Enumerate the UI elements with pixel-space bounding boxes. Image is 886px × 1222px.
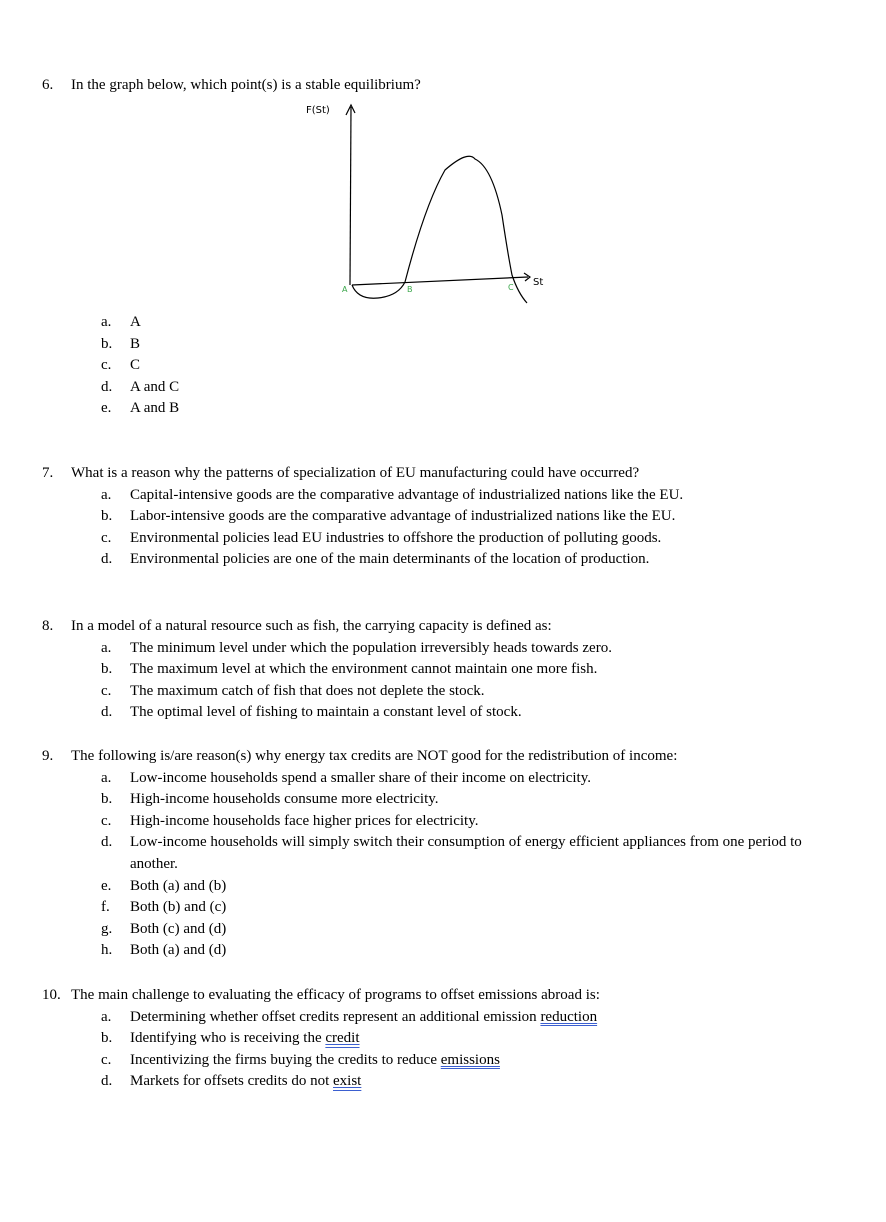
option-text: The optimal level of fishing to maintain a constant level of stock.: [130, 704, 522, 721]
spellcheck-underlined-word[interactable]: emissions: [440, 1051, 500, 1068]
question-6-options: [0, 312, 886, 420]
point-a-label: A: [342, 285, 348, 294]
option-text: Identifying who is receiving the: [130, 1030, 326, 1047]
option[interactable]: [0, 506, 886, 528]
option-letter: c.: [101, 357, 112, 374]
option[interactable]: [0, 334, 886, 356]
x-axis: [352, 277, 528, 285]
question-number: 10.: [42, 987, 61, 1003]
question-text: In the graph below, which point(s) is a stable equilibrium?: [71, 77, 421, 93]
option-text: A and C: [130, 378, 180, 395]
option[interactable]: [0, 768, 886, 790]
option[interactable]: [0, 528, 886, 550]
option-text: C: [130, 357, 141, 374]
spellcheck-underlined-word[interactable]: reduction: [540, 1008, 598, 1025]
spellcheck-underlined-word[interactable]: credit: [325, 1030, 360, 1047]
option[interactable]: [0, 897, 886, 919]
option-letter: d.: [101, 704, 113, 721]
question-number: 6.: [42, 77, 54, 93]
option-letter: c.: [101, 682, 112, 699]
question-text: The main challenge to evaluating the efficacy of programs to offset emissions abroad is:: [71, 987, 600, 1003]
question-text: The following is/are reason(s) why energy tax credits are NOT good for the redistribution of income:: [71, 748, 678, 764]
x-axis-label: St: [533, 277, 544, 288]
question-number: 8.: [42, 618, 54, 634]
option[interactable]: [0, 919, 886, 941]
option[interactable]: [0, 681, 886, 703]
question-9: [0, 746, 886, 962]
option-text: Determining whether offset credits represent an additional emission: [130, 1008, 541, 1025]
option-text: Low-income households will simply switch their consumption of energy efficient appliances from one period to: [130, 834, 802, 851]
question-text: In a model of a natural resource such as fish, the carrying capacity is defined as:: [71, 618, 552, 634]
option[interactable]: [0, 398, 886, 420]
option-continuation: [0, 854, 886, 876]
point-b-label: B: [407, 285, 413, 294]
question-6: [0, 75, 886, 97]
option-text: another.: [130, 855, 178, 872]
option-letter: c.: [101, 812, 112, 829]
option-letter: b.: [101, 508, 113, 525]
question-text: What is a reason why the patterns of specialization of EU manufacturing could have occurred?: [71, 465, 640, 481]
option[interactable]: [0, 1007, 886, 1029]
option[interactable]: [0, 659, 886, 681]
option[interactable]: [0, 638, 886, 660]
option[interactable]: [0, 789, 886, 811]
option-letter: a.: [101, 1008, 112, 1025]
option-letter: c.: [101, 529, 112, 546]
y-axis: [350, 107, 351, 285]
y-axis-label: F(St): [306, 105, 330, 116]
option-letter: b.: [101, 791, 113, 808]
option-text: The maximum catch of fish that does not deplete the stock.: [130, 682, 485, 699]
option-letter: e.: [101, 877, 112, 894]
option-text: Environmental policies are one of the main determinants of the location of production.: [130, 551, 650, 568]
option[interactable]: [0, 1028, 886, 1050]
option[interactable]: [0, 312, 886, 334]
option[interactable]: [0, 940, 886, 962]
option[interactable]: [0, 811, 886, 833]
option[interactable]: [0, 377, 886, 399]
option-letter: b.: [101, 1030, 113, 1047]
option-letter: a.: [101, 486, 112, 503]
option-text: Labor-intensive goods are the comparative advantage of industrialized nations like the EU.: [130, 508, 676, 525]
option[interactable]: [0, 832, 886, 854]
option-text: Both (a) and (d): [130, 942, 227, 959]
option-text: Both (c) and (d): [130, 920, 227, 937]
option-letter: d.: [101, 834, 113, 851]
option-text: Incentivizing the firms buying the credits to reduce: [130, 1051, 441, 1068]
option-text: Markets for offsets credits do not: [130, 1073, 334, 1090]
option[interactable]: [0, 485, 886, 507]
point-c-label: C: [508, 283, 514, 292]
option-letter: d.: [101, 1073, 113, 1090]
option-text: High-income households consume more electricity.: [130, 791, 439, 808]
option[interactable]: [0, 702, 886, 724]
option-text: A and B: [130, 400, 180, 417]
option-text: The maximum level at which the environment cannot maintain one more fish.: [130, 661, 598, 678]
option[interactable]: [0, 549, 886, 571]
option-text: The minimum level under which the population irreversibly heads towards zero.: [130, 639, 612, 656]
option-letter: h.: [101, 942, 113, 959]
option-letter: a.: [101, 314, 112, 330]
option-letter: d.: [101, 551, 113, 568]
option-text: Environmental policies lead EU industries to offshore the production of polluting goods.: [130, 529, 662, 546]
option-letter: f.: [101, 899, 110, 916]
spellcheck-underlined-word[interactable]: exist: [333, 1073, 362, 1090]
option[interactable]: [0, 1050, 886, 1072]
option-text: High-income households face higher prices for electricity.: [130, 812, 479, 829]
option-letter: c.: [101, 1051, 112, 1068]
option-letter: b.: [101, 335, 113, 352]
question-8: [0, 616, 886, 724]
option[interactable]: [0, 355, 886, 377]
option-letter: e.: [101, 400, 112, 417]
option[interactable]: [0, 1071, 886, 1093]
question-number: 9.: [42, 748, 54, 764]
option-letter: d.: [101, 378, 113, 395]
option-text: A: [130, 314, 141, 330]
option[interactable]: [0, 876, 886, 898]
option-text: Both (a) and (b): [130, 877, 227, 894]
equilibrium-graph: [300, 95, 600, 310]
option-letter: b.: [101, 661, 113, 678]
option-text: Capital-intensive goods are the comparative advantage of industrialized nations like the EU.: [130, 486, 684, 503]
option-text: Low-income households spend a smaller share of their income on electricity.: [130, 769, 591, 786]
question-7: [0, 463, 886, 571]
option-letter: a.: [101, 639, 112, 656]
option-text: B: [130, 335, 141, 352]
option-text: Both (b) and (c): [130, 899, 227, 916]
question-10: [0, 985, 886, 1093]
option-letter: a.: [101, 769, 112, 786]
question-number: 7.: [42, 465, 54, 481]
option-letter: g.: [101, 920, 113, 937]
